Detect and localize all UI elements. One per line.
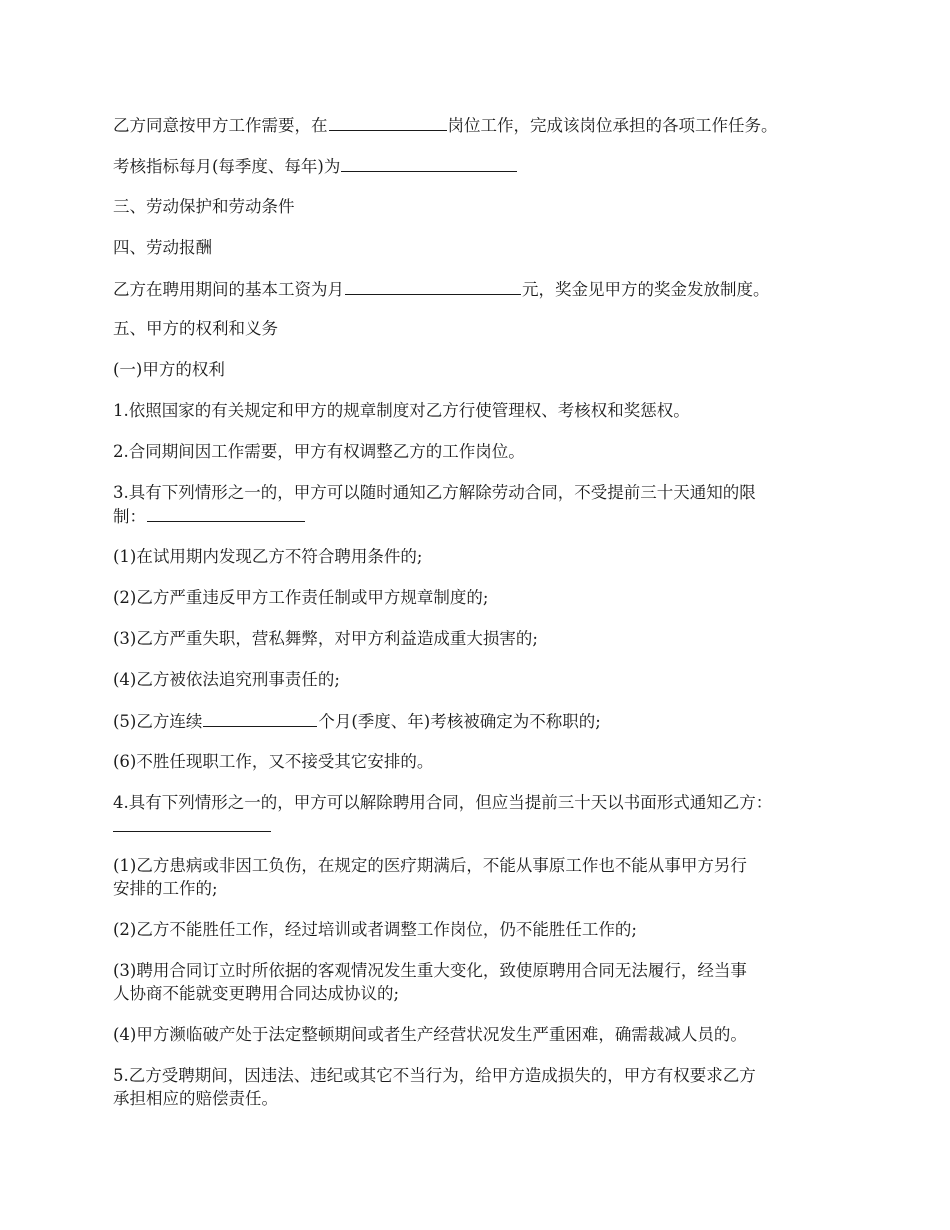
list-item-line2 <box>113 815 853 838</box>
section-heading-3: 三、劳动保护和劳动条件 <box>113 197 295 216</box>
paragraph-position <box>113 114 853 137</box>
list-item-line1: (3)聘用合同订立时所依据的客观情况发生重大变化，致使原聘用合同无法履行，经当事 <box>113 961 747 980</box>
list-item: (2)乙方不能胜任工作，经过培训或者调整工作岗位，仍不能胜任工作的; <box>113 920 637 939</box>
fill-in-blank[interactable] <box>329 114 447 131</box>
list-item-line2: 安排的工作的; <box>113 879 218 898</box>
list-item: (4)乙方被依法追究刑事责任的; <box>113 670 340 689</box>
list-item-line2: 承担相应的赔偿责任。 <box>113 1089 278 1108</box>
list-item: (6)不胜任现职工作，又不接受其它安排的。 <box>113 752 434 771</box>
list-item: (1)在试用期内发现乙方不符合聘用条件的; <box>113 547 423 566</box>
fill-in-blank[interactable] <box>147 505 305 522</box>
list-item: (2)乙方严重违反甲方工作责任制或甲方规章制度的; <box>113 588 489 607</box>
paragraph-text: 考核指标每月(每季度、每年)为 <box>113 157 341 176</box>
fill-in-blank[interactable] <box>113 815 271 832</box>
list-item-line2 <box>113 505 853 528</box>
paragraph-text: 元，奖金见甲方的奖金发放制度。 <box>522 280 770 299</box>
paragraph-salary <box>113 278 853 301</box>
list-item: (3)乙方严重失职，营私舞弊，对甲方利益造成重大损害的; <box>113 629 538 648</box>
subsection-heading: (一)甲方的权利 <box>113 360 225 379</box>
list-item: (4)甲方濒临破产处于法定整顿期间或者生产经营状况发生严重困难，确需裁减人员的。 <box>113 1025 747 1044</box>
list-item: 2.合同期间因工作需要，甲方有权调整乙方的工作岗位。 <box>113 442 525 461</box>
section-heading-4: 四、劳动报酬 <box>113 238 212 257</box>
fill-in-blank[interactable] <box>341 155 517 172</box>
section-heading-5: 五、甲方的权利和义务 <box>113 319 278 338</box>
paragraph-text: 个月(季度、年)考核被确定为不称职的; <box>318 712 601 731</box>
list-item <box>113 710 853 733</box>
list-item: 1.依照国家的有关规定和甲方的规章制度对乙方行使管理权、考核权和奖惩权。 <box>113 401 690 420</box>
list-item-line2: 人协商不能就变更聘用合同达成协议的; <box>113 984 400 1003</box>
list-item-line1: 3.具有下列情形之一的，甲方可以随时通知乙方解除劳动合同，不受提前三十天通知的限 <box>113 483 756 502</box>
fill-in-blank[interactable] <box>345 278 521 295</box>
list-item-line1: 4.具有下列情形之一的，甲方可以解除聘用合同，但应当提前三十天以书面形式通知乙方： <box>113 793 773 812</box>
paragraph-text: 乙方在聘用期间的基本工资为月 <box>113 280 344 299</box>
paragraph-text: (5)乙方连续 <box>113 712 203 731</box>
fill-in-blank[interactable] <box>203 710 317 727</box>
list-item-line1: 5.乙方受聘期间，因违法、违纪或其它不当行为，给甲方造成损失的，甲方有权要求乙方 <box>113 1066 756 1085</box>
paragraph-assessment <box>113 155 853 178</box>
list-item-line1: (1)乙方患病或非因工负伤，在规定的医疗期满后，不能从事原工作也不能从事甲方另行 <box>113 856 747 875</box>
paragraph-text: 乙方同意按甲方工作需要，在 <box>113 116 328 135</box>
paragraph-text: 岗位工作，完成该岗位承担的各项工作任务。 <box>447 116 778 135</box>
paragraph-text: 制： <box>113 507 146 526</box>
